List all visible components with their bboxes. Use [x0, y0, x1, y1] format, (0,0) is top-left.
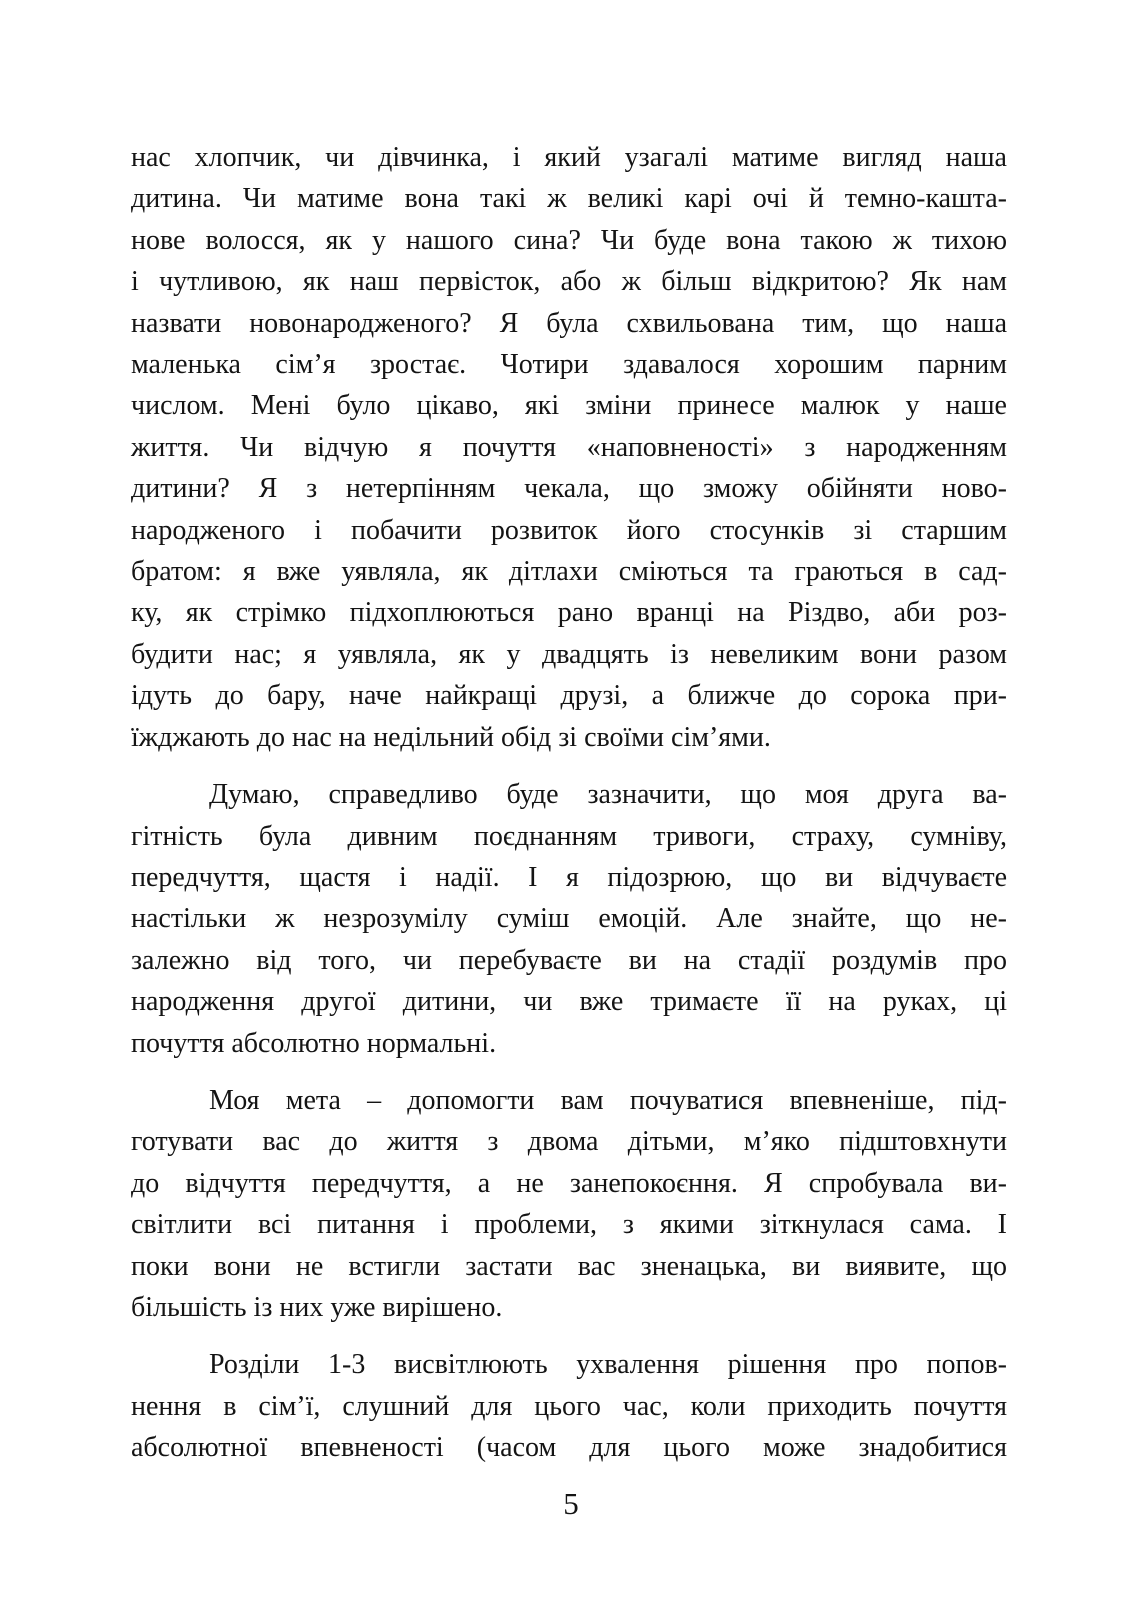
text-line: їжджають до нас на недільний обід зі своїми сім’ями.	[131, 721, 771, 753]
text-line: ку, як стрімко підхоплюються рано вранці на Різдво, аби роз-	[131, 597, 1007, 629]
text-line: настільки ж незрозумілу суміш емоцій. Але знайте, що не-	[131, 903, 1007, 935]
text-line: назвати новонародженого? Я була схвильована тим, що наша	[131, 307, 1007, 339]
text-line: світлити всі питання і проблеми, з якими зіткнулася сама. І	[131, 1209, 1007, 1241]
text-line: Моя мета – допомогти вам почуватися впевненіше, під-	[209, 1084, 1007, 1116]
text-line: Думаю, справедливо буде зазначити, що моя друга ва-	[209, 779, 1007, 811]
text-line: готувати вас до життя з двома дітьми, м’яко підштовхнути	[131, 1126, 1007, 1158]
text-line: гітність була дивним поєднанням тривоги, страху, сумніву,	[131, 820, 1007, 852]
paragraph	[131, 137, 1007, 758]
text-line: поки вони не встигли застати вас зненацька, ви виявите, що	[131, 1250, 1007, 1282]
text-line: числом. Мені було цікаво, які зміни принесе малюк у наше	[131, 390, 1007, 422]
text-line: братом: я вже уявляла, як дітлахи сміються та граються в сад-	[131, 556, 1007, 588]
text-line: ідуть до бару, наче найкращі друзі, а ближче до сорока при-	[131, 680, 1007, 712]
text-line: більшість із них уже вирішено.	[131, 1291, 503, 1323]
text-line: будити нас; я уявляла, як у двадцять із невеликим вони разом	[131, 638, 1007, 670]
text-line: Розділи 1-3 висвітлюють ухвалення рішення про попов-	[209, 1349, 1007, 1381]
text-line: почуття абсолютно нормальні.	[131, 1027, 497, 1059]
paragraph	[131, 1344, 1007, 1468]
text-line: абсолютної впевненості (часом для цього може знадобитися	[131, 1432, 1007, 1464]
text-line: маленька сім’я зростає. Чотири здавалося хорошим парним	[131, 349, 1007, 381]
text-line: дитина. Чи матиме вона такі ж великі карі очі й темно-кашта-	[131, 183, 1007, 215]
text-line: нас хлопчик, чи дівчинка, і який узагалі матиме вигляд наша	[131, 142, 1007, 173]
body-text	[131, 137, 1007, 1485]
paragraph	[131, 774, 1007, 1064]
text-line: до відчуття передчуття, а не занепокоєння. Я спробувала ви-	[131, 1167, 1007, 1199]
text-line: нення в сім’ї, слушний для цього час, коли приходить почуття	[131, 1390, 1007, 1422]
text-line: передчуття, щастя і надії. І я підозрюю, що ви відчуваєте	[131, 861, 1007, 893]
text-line: народження другої дитини, чи вже тримаєте її на руках, ці	[131, 986, 1007, 1018]
text-line: залежно від того, чи перебуваєте ви на стадії роздумів про	[131, 944, 1007, 976]
paragraph	[131, 1080, 1007, 1328]
text-line: дитини? Я з нетерпінням чекала, що зможу обійняти ново-	[131, 473, 1007, 505]
text-line: і чутливою, як наш первісток, або ж більш відкритою? Як нам	[131, 266, 1007, 298]
text-line: нове волосся, як у нашого сина? Чи буде вона такою ж тихою	[131, 224, 1007, 256]
text-line: народженого і побачити розвиток його стосунків зі старшим	[131, 514, 1007, 546]
text-line: життя. Чи відчую я почуття «наповненості» з народженням	[131, 431, 1007, 463]
page-number: 5	[563, 1486, 579, 1521]
